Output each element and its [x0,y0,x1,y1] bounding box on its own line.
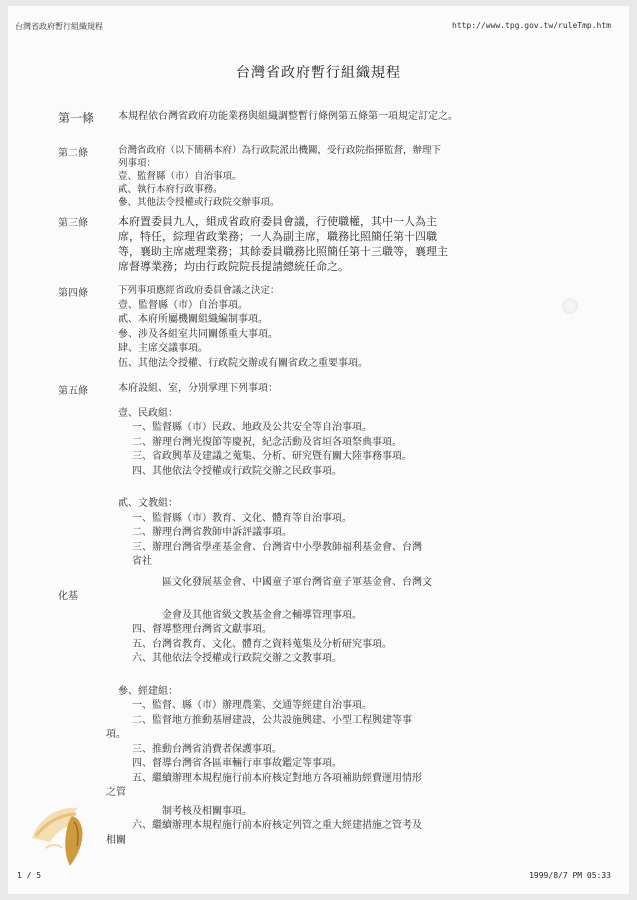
article-line: 伍、其他法令授權、行政院交辦或有關省政之重要事項。 [118,357,368,369]
article-line: 貳、執行本府行政事務。 [118,184,223,195]
division-item: 二、監督地方推動基層建設，公共設施興建、小型工程興建等事 [132,714,412,726]
article-line: 肆、主席交議事項。 [118,343,208,354]
division-item: 二、辦理台灣省教師申訴評議事項。 [132,527,292,538]
article-label: 第四條 [58,288,88,299]
page-number: 1 / 5 [17,871,42,880]
print-header-url: http://www.tpg.gov.tw/ruleTmp.htm [452,21,611,30]
division-item: 五、台灣省教育、文化、體育之資料蒐集及分析研究事項。 [132,638,392,650]
division-heading: 貳、文教組： [118,498,178,509]
article-1 [58,110,598,124]
division-item: 化基 [58,591,78,602]
division-item: 四、督導整理台灣省文獻事項。 [132,624,272,635]
division-item: 區文化發展基金會、中國童子軍台灣省童子軍基金會、台灣文 [162,576,432,588]
article-label: 第五條 [58,386,88,397]
division-heading: 壹、民政組： [118,407,178,419]
division-item: 一、監督、縣（市）辦理農業、交通等經建自治事項。 [132,700,372,711]
article-line: 貳、本府所屬機關組織編制事項。 [118,314,268,325]
division-item: 制考核及相關事項。 [162,805,252,817]
division-item: 二、辦理台灣光復節等慶祝，紀念活動及省垣各項祭典事項。 [132,436,402,448]
division-item: 項。 [106,729,126,740]
article-4 [58,284,598,371]
article-line: 壹、監督縣（市）自治事項。 [118,299,248,311]
article-line: 壹、監督縣（市）自治事項。 [118,171,242,182]
taiwan-island-logo-icon [26,796,106,870]
article-intro: 本府設組、室，分別掌理下列事項： [118,383,278,394]
article-line: 參、涉及各組室共同關係重大事項。 [118,328,278,340]
article-line: 台灣省政府（以下簡稱本府）為行政院派出機關，受行政院指揮監督，辦理下 [118,145,442,156]
article-5 [58,382,598,848]
division-item: 五、繼續辦理本規程施行前本府核定對地方各項補助經費運用情形 [132,772,422,784]
print-timestamp: 1999/8/7 PM 05:33 [529,871,611,880]
article-line: 列事項： [118,158,157,169]
paper-punch-mark [562,298,578,314]
article-label: 第三條 [58,218,88,229]
article-line: 等，襄助主席處理業務；其餘委員職務比照簡任第十三職等，襄理主 [118,245,448,258]
division-civil-affairs [118,407,598,480]
division-item: 六、繼續辦理本規程施行前本府核定列管之重大經建措施之管考及 [132,820,422,831]
article-line: 下列事項應經省政府委員會議之決定： [118,285,280,296]
article-label: 第二條 [58,148,88,159]
division-item: 一、監督縣（市）民政、地政及公共安全等自治事項。 [132,422,372,433]
division-item: 三、推動台灣省消費者保護事項。 [132,743,282,755]
division-culture-education [58,497,598,667]
division-item: 四、督導台灣省各區車輛行車事故鑑定等事項。 [132,758,342,769]
article-line: 席，特任，綜理省政業務；一人為副主席，職務比照簡任第十四職 [118,230,437,243]
division-heading: 參、經建組： [118,685,178,697]
division-economic-development [106,685,598,849]
article-2 [58,144,598,209]
division-item: 六、其他依法令授權或行政院交辦之文教事項。 [132,653,342,664]
document-title: 台灣省政府暫行組織規程 [236,65,401,81]
article-text: 本規程依台灣省政府功能業務與組織調整暫行條例第五條第一項規定訂定之。 [118,111,458,122]
division-item: 省社 [132,556,152,567]
division-item: 相關 [106,834,126,846]
article-3 [58,214,598,274]
division-item: 之管 [106,787,126,798]
division-item: 三、辦理台灣省學產基金會、台灣省中小學教師福利基金會、台灣 [132,541,422,553]
division-item: 一、監督縣（市）教育、文化、體育等自治事項。 [132,512,352,524]
article-line: 參、其他法令授權或行政院交辦事項。 [118,197,280,208]
document-page [8,6,629,894]
article-line: 本府置委員九人，組成省政府委員會議，行使職權，其中一人為主 [118,215,437,228]
division-item: 金會及其他省級文教基金會之輔導管理事項。 [162,609,362,621]
division-item: 四、其他依法令授權或行政院交辦之民政事項。 [132,465,342,477]
article-label: 第一條 [58,111,95,125]
article-line: 席督導業務；均由行政院院長提請總統任命之。 [118,260,349,273]
print-header-title: 台灣省政府暫行組織規程 [15,22,103,31]
division-item: 三、省政興革及建議之蒐集、分析、研究暨有關大陸事務事項。 [132,451,412,462]
